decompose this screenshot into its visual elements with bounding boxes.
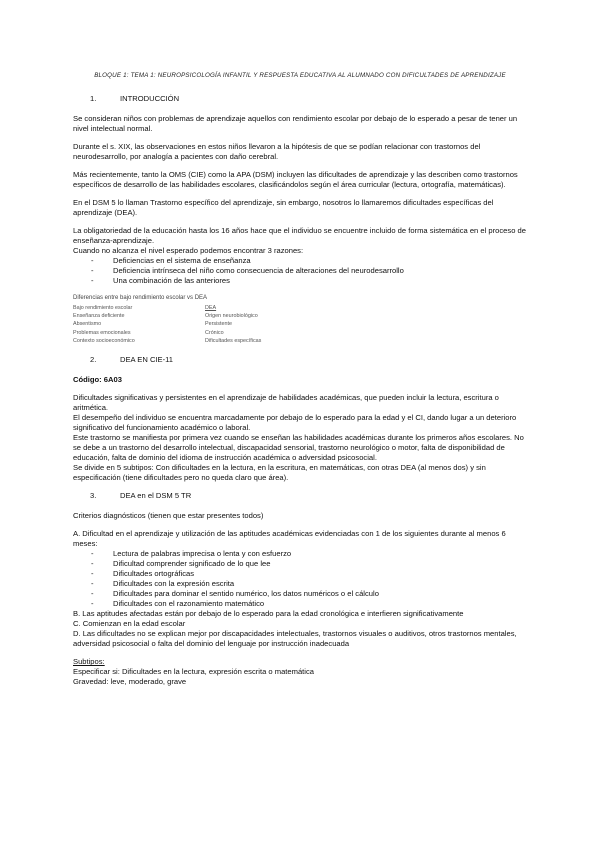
table-header-row	[73, 304, 528, 312]
criterion-d: D. Las dificultades no se explican mejor por discapacidades intelectuales, trastornos visuales o auditivos, otros trastornos mentales, adversidad psicosocial o falta del dominio del lenguaje por instrucción inadecuada	[73, 629, 517, 649]
section-number: 2.	[90, 354, 97, 364]
section-heading-dea-dsm5	[90, 491, 528, 501]
list-item: - Deficiencia intrínseca del niño como consecuencia de alteraciones del neurodesarrollo	[91, 266, 404, 276]
criterion-c: C. Comienzan en la edad escolar	[73, 619, 186, 629]
section-title: DEA EN CIE-11	[120, 354, 174, 364]
list-item: - Lectura de palabras imprecisa o lenta y con esfuerzo	[91, 549, 292, 559]
paragraph: Dificultades significativas y persistentes en el aprendizaje de habilidades académicas, que pueden incluir la lectura, escritura o aritmética.	[73, 392, 499, 412]
comparison-table	[73, 294, 528, 345]
reasons-list	[73, 256, 528, 286]
list-item: - Una combinación de las anteriores	[91, 276, 230, 286]
table-row: Problemas emocionales Crónico	[73, 329, 224, 336]
paragraph: Durante el s. XIX, las observaciones en estos niños llevaron a la hipótesis de que se podían relacionar con trastornos del neurodesarrollo, por analogía a pacientes con daño cerebral.	[73, 142, 481, 162]
table-title: Diferencias entre bajo rendimiento escolar vs DEA	[73, 295, 208, 302]
paragraph: El desempeño del individuo se encuentra marcadamente por debajo de lo esperado para la edad y el CI, dando lugar a un deterioro significativo del funcionamiento académico o laboral.	[73, 412, 517, 432]
paragraph: Se consideran niños con problemas de aprendizaje aquellos con rendimiento escolar por debajo de lo esperado a pesar de tener un nivel intelectual normal.	[73, 114, 518, 134]
paragraph: Se divide en 5 subtipos: Con dificultades en la lectura, en la escritura, en matemáticas, con otras DEA (al menos dos) y sin especificación (tiene dificultades pero no queda claro que área).	[73, 462, 486, 482]
subtypes-title: Subtipos:	[73, 657, 105, 667]
paragraph: Más recientemente, tanto la OMS (CIE) como la APA (DSM) incluyen las dificultades de aprendizaje y las describen como trastornos específicos de desarrollo de las habilidades escolares, clasificándolos según el área curricular (lectura, ortografía, matemáticas).	[73, 170, 518, 190]
paragraph: En el DSM 5 lo llaman Trastorno específico del aprendizaje, sin embargo, nosotros lo llamaremos dificultades específicas del aprendizaje (DEA).	[73, 198, 494, 218]
table-header-cell: DEA	[205, 305, 217, 312]
table-row: Enseñanza deficiente Origen neurobiológico	[73, 313, 258, 320]
list-item: - Dificultades ortográficas	[91, 569, 195, 579]
list-item: - Deficiencias en el sistema de enseñanza	[91, 256, 251, 266]
paragraph: La obligatoriedad de la educación hasta los 16 años hace que el individuo se encuentre incluido de forma sistemática en el proceso de enseñanza-aprendizaje.	[73, 226, 526, 246]
section-title: INTRODUCCIÓN	[120, 94, 180, 103]
criterion-b: B. Las aptitudes afectadas están por debajo de lo esperado para la edad cronológica e interfieren significativamente	[73, 609, 464, 619]
criteria-a-list	[73, 549, 528, 609]
list-item: - Dificultades para dominar el sentido numérico, los datos numéricos o el cálculo	[91, 589, 379, 599]
table-header-cell: Bajo rendimiento escolar	[73, 305, 133, 312]
section-title: DEA en el DSM 5 TR	[120, 490, 192, 500]
severity-line: Gravedad: leve, moderado, grave	[73, 677, 187, 687]
list-item: - Dificultades con la expresión escrita	[91, 579, 235, 589]
section-heading-dea-cie11	[90, 355, 528, 365]
paragraph: Este trastorno se manifiesta por primera vez cuando se enseñan las habilidades académicas durante los primeros años escolares. No se debe a un trastorno del desarrollo intelectual, discapacidad sensorial, trastorno neurológico o motor, falta de disponibilidad de educación, falta de dominio del idioma de instrucción académica o adversidad psicosocial.	[73, 432, 524, 462]
section-number: 1.	[90, 94, 97, 103]
specify-line: Especificar si: Dificultades en la lectura, expresión escrita o matemática	[73, 667, 314, 677]
section-number: 3.	[90, 490, 97, 500]
list-item: - Dificultad comprender significado de lo que lee	[91, 559, 271, 569]
page-header: BLOQUE 1: TEMA 1: NEUROPSICOLOGÍA INFANTIL Y RESPUESTA EDUCATIVA AL ALUMNADO CON DIFICULTADES DE APRENDIZAJE	[94, 72, 506, 79]
paragraph: Cuando no alcanza el nivel esperado podemos encontrar 3 razones:	[73, 246, 304, 256]
table-row: Contexto socioeconómico Dificultades específicas	[73, 337, 262, 344]
list-item: - Dificultades con el razonamiento matemático	[91, 599, 265, 609]
criterion-a: A. Dificultad en el aprendizaje y utilización de las aptitudes académicas evidenciadas con 1 de los siguientes durante al menos 6 meses:	[73, 528, 506, 548]
table-row: Absentismo Persistente	[73, 321, 232, 328]
section-heading-introduccion	[90, 94, 528, 104]
document-body	[73, 94, 528, 687]
diagnostic-code: Código: 6A03	[73, 374, 122, 384]
criteria-title: Criterios diagnósticos (tienen que estar presentes todos)	[73, 510, 264, 520]
